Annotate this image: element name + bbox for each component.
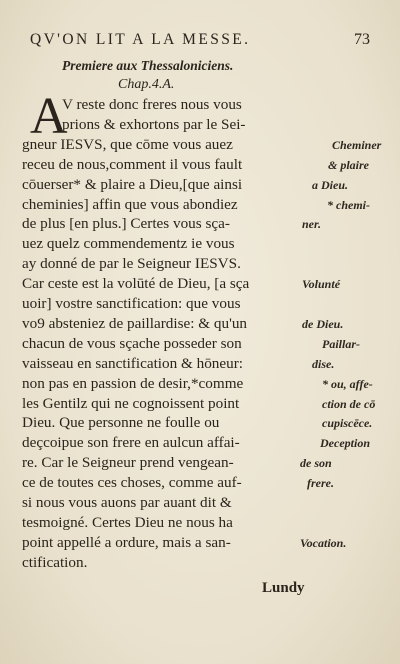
text-line: receu de nous,comment il vous fault	[22, 155, 243, 173]
margin-note: Paillar-	[322, 336, 360, 351]
text-line: uoir] vostre sanctification: que vous	[22, 295, 241, 312]
text-line: uez quelz commendementz ie vous	[22, 235, 235, 253]
text-line: non pas en passion de desir,*comme	[22, 374, 244, 392]
text-line: prions & exhortons par le Sei-	[62, 115, 246, 133]
margin-note: Cheminer	[332, 137, 382, 152]
text-line: Dieu. Que personne ne foulle ou	[22, 414, 220, 432]
margin-note: ner.	[302, 217, 322, 232]
margin-note: de Dieu.	[302, 316, 344, 331]
text-line: chacun de vous sçache posseder son	[22, 334, 242, 352]
text-line: tesmoigné. Certes Dieu ne nous ha	[22, 513, 233, 531]
text-line: ay donné de par le Seigneur IESVS.	[22, 255, 241, 273]
text-line: vo9 absteniez de paillardise: & qu'un	[22, 314, 248, 332]
catchword: Lundy	[262, 580, 305, 596]
text-line: ctification.	[22, 553, 88, 571]
margin-note: Deception	[320, 436, 370, 451]
epistle-title: Premiere aux Thessaloniciens.	[62, 58, 234, 73]
page-number: 73	[354, 31, 370, 48]
text-line: point appellé a ordure, mais a san-	[22, 533, 231, 551]
text-line: re. Car le Seigneur prend vengean-	[22, 454, 234, 472]
text-line: cheminies] affin que vous abondiez	[22, 195, 238, 213]
margin-note: cupiscēce.	[322, 416, 373, 431]
text-line: les Gentilz qui ne cognoissent point	[22, 394, 240, 412]
running-header	[30, 31, 370, 49]
margin-note: Volunté	[302, 277, 341, 292]
text-line: gneur IESVS, que cōme vous auez	[22, 135, 233, 153]
margin-note: Vocation.	[300, 535, 347, 550]
margin-note: & plaire	[328, 157, 369, 172]
margin-note: * ou, affe-	[322, 376, 373, 391]
drop-cap: A	[30, 88, 68, 145]
text-line: de plus [en plus.] Certes vous sça-	[22, 215, 230, 233]
text-line: V reste donc freres nous vous	[62, 96, 242, 113]
text-line: ce de toutes ces choses, comme auf-	[22, 474, 242, 492]
text-line: si nous vous auons par auant dit &	[22, 494, 232, 511]
margin-note: * chemi-	[327, 197, 370, 212]
text-line: Car ceste est la volūté de Dieu, [a sça	[22, 275, 250, 293]
text-line: cōuerser* & plaire a Dieu,[que ainsi	[22, 175, 243, 193]
text-line: deçcoipue son frere en aulcun affai-	[22, 434, 240, 452]
running-title: QV'ON LIT A LA MESSE.	[30, 31, 251, 48]
margin-note: de son	[300, 456, 332, 471]
margin-note: ction de cō	[322, 396, 376, 411]
margin-note: dise.	[312, 356, 335, 371]
margin-note: frere.	[307, 476, 334, 491]
chapter-heading: Chap.4.A.	[118, 77, 175, 92]
margin-note: a Dieu.	[312, 177, 348, 192]
text-line: vaisseau en sanctification & hōneur:	[22, 354, 243, 372]
